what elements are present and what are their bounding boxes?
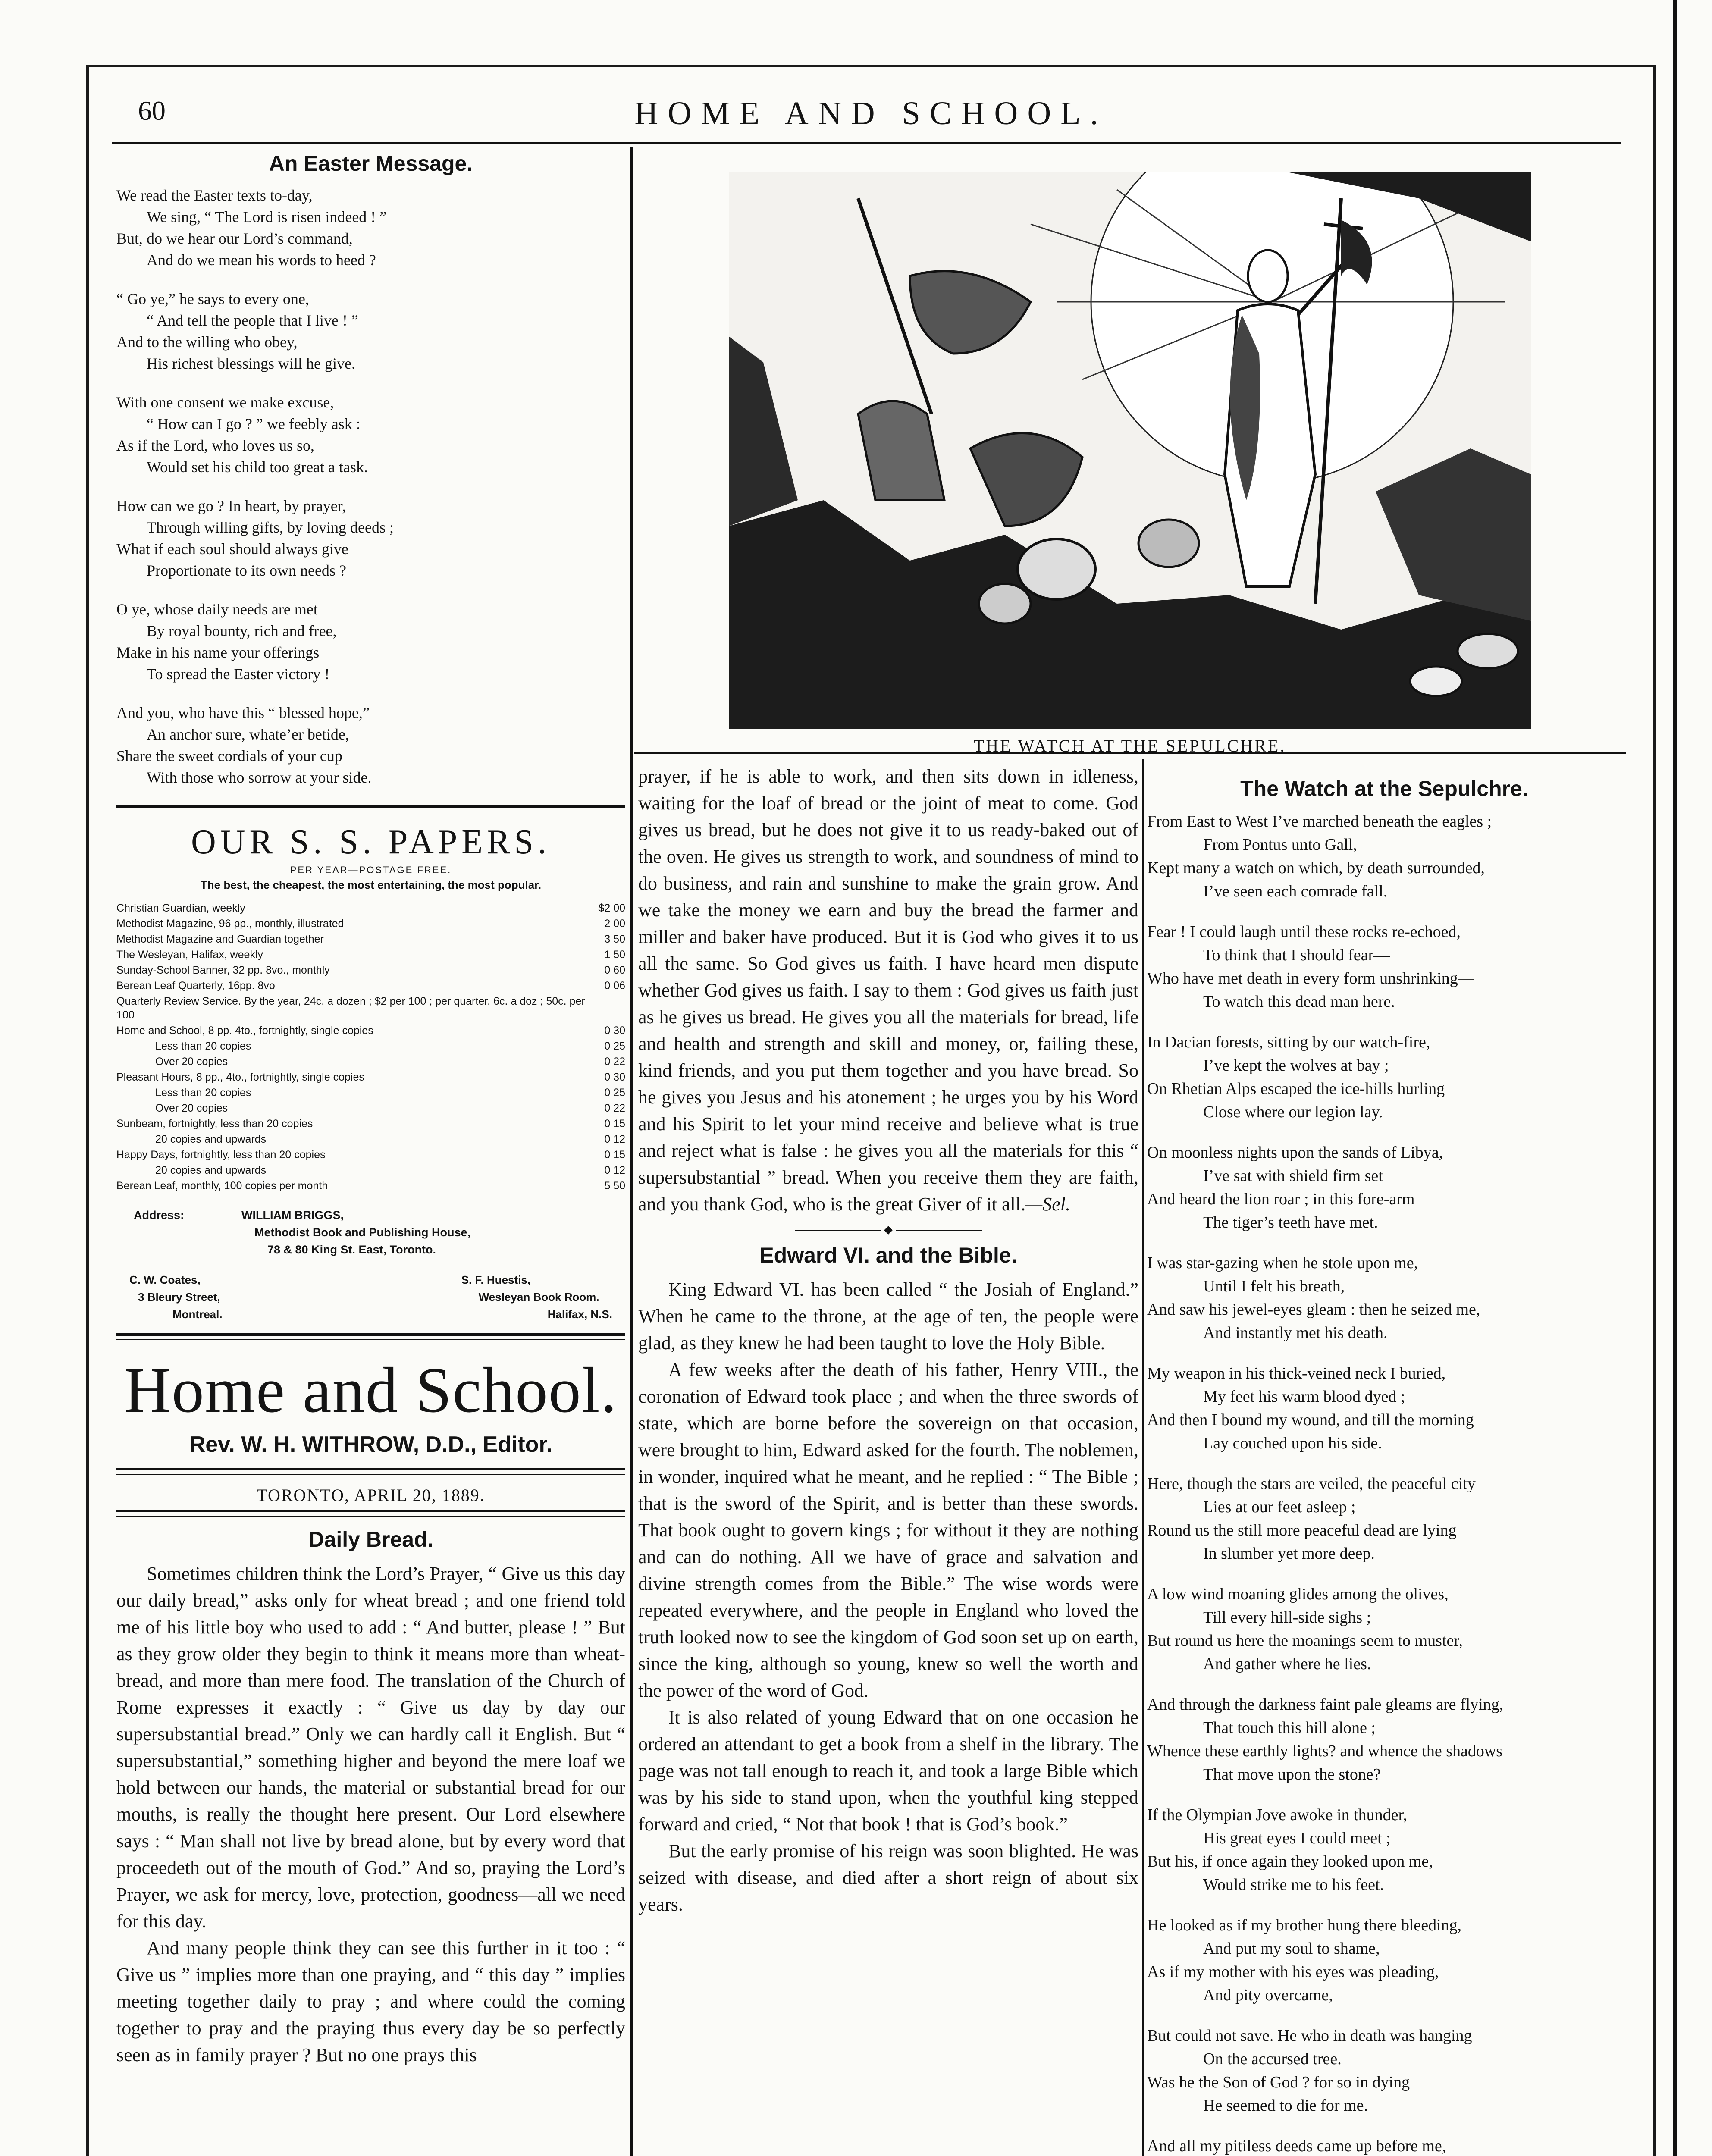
poem-line: “ How can I go ? ” we feebly ask : (147, 415, 361, 432)
poem-line: Whence these earthly lights? and whence the shadows (1147, 1742, 1503, 1760)
resurrection-engraving (729, 172, 1531, 729)
agent-line: S. F. Huestis, (461, 1273, 531, 1286)
separator-ornament (638, 1226, 1138, 1234)
poem-line: What if each soul should always give (116, 540, 348, 558)
price-item: Happy Days, fortnightly, less than 20 copies (116, 1149, 326, 1161)
masthead-title: HOME AND SCHOOL. (634, 95, 1108, 132)
price-item: Christian Guardian, weekly (116, 902, 245, 914)
section-rule (116, 1333, 625, 1340)
price-item: Berean Leaf Quarterly, 16pp. 8vo (116, 980, 275, 992)
bread-article (116, 1561, 625, 2068)
illustration-block (634, 147, 1626, 755)
poem-stanza (1147, 920, 1621, 1013)
edward-paragraph: King Edward VI. has been called “ the Josiah of England.” When he came to the throne, at the age of ten, the people were glad, as they knew he had been taught to love the Holy Bible. (638, 1279, 1138, 1354)
price-value: 0 15 (604, 1149, 625, 1161)
poem-stanza (116, 288, 625, 374)
poem-line: And you, who have this “ blessed hope,” (116, 704, 370, 721)
poem-line: Here, though the stars are veiled, the peaceful city (1147, 1475, 1476, 1493)
edward-paragraph: A few weeks after the death of his father, Henry VIII., the coronation of Edward took place ; and when the three swords of state, which are borne before the sovereign on that occasion, were brought to him, Edward asked for the fourth. The noblemen, in wonder, inquired what he meant, and he replied : “ The Bible ; that is the sword of the Spirit, and is better than these swords. That book ought to govern kings ; for without it they are nothing and can do nothing. All we have of grace and salvation and divine strength comes from the Bible.” The wise words were repeated everywhere, and the people in England who loved the truth looked now to see the kingdom of God soon set up on earth, since the king, although so young, knew so well the worth and the power of the word of God. (638, 1359, 1138, 1701)
poem-line: And instantly met his death. (1203, 1324, 1388, 1342)
papers-subtitle: PER YEAR—POSTAGE FREE. (290, 865, 452, 875)
easter-poem (116, 185, 625, 788)
engraving-image (729, 172, 1531, 729)
price-row (116, 978, 625, 993)
poem-line: From Pontus unto Gall, (1203, 836, 1357, 854)
papers-tagline: The best, the cheapest, the most entertaining, the most popular. (200, 878, 542, 891)
price-item: Berean Leaf, monthly, 100 copies per month (116, 1180, 328, 1192)
poem-line: An anchor sure, whate’er betide, (147, 726, 349, 743)
easter-title: An Easter Message. (269, 151, 473, 175)
agent-line: Halifax, N.S. (547, 1308, 612, 1321)
papers-title: OUR S. S. PAPERS. (191, 823, 551, 861)
price-value: 0 15 (604, 1118, 625, 1130)
price-item: Less than 20 copies (155, 1087, 251, 1099)
poem-stanza (1147, 2134, 1621, 2156)
price-value: 0 12 (604, 1133, 625, 1145)
price-item: Methodist Magazine and Guardian together (116, 933, 324, 945)
poem-line: Until I felt his breath, (1203, 1277, 1345, 1295)
price-item: Over 20 copies (155, 1102, 228, 1114)
poem-line: Round us the still more peaceful dead are lying (1147, 1521, 1457, 1539)
address-line: 78 & 80 King St. East, Toronto. (267, 1243, 436, 1256)
column-rule-left (630, 147, 633, 2156)
price-row (116, 1100, 625, 1116)
poem-stanza (1147, 1251, 1621, 1344)
poem-line: “ Go ye,” he says to every one, (116, 290, 309, 307)
poem-line: And then I bound my wound, and till the morning (1147, 1411, 1474, 1429)
poem-line: And heard the lion roar ; in this fore-arm (1147, 1190, 1415, 1208)
agent-line: C. W. Coates, (129, 1273, 201, 1286)
page-header (121, 86, 1621, 142)
watch-poem (1147, 810, 1621, 2156)
adjacent-page-edge (1673, 0, 1712, 2156)
poem-line: Close where our legion lay. (1203, 1103, 1383, 1121)
paper-name: Home and School. (124, 1354, 618, 1426)
price-row (116, 1147, 625, 1163)
price-value: 0 25 (604, 1087, 625, 1099)
poem-line: Was he the Son of God ? for so in dying (1147, 2073, 1410, 2091)
price-item: Home and School, 8 pp. 4to., fortnightly, single copies (116, 1025, 373, 1037)
price-row (116, 900, 625, 916)
poem-stanza (1147, 2024, 1621, 2117)
poem-line: O ye, whose daily needs are met (116, 601, 318, 618)
address-label: Address: (134, 1209, 185, 1222)
editor-line: Rev. W. H. WITHROW, D.D., Editor. (189, 1432, 553, 1457)
poem-stanza (1147, 1031, 1621, 1124)
agent-montreal (129, 1271, 223, 1323)
poem-line: Lies at our feet asleep ; (1203, 1498, 1356, 1516)
poem-stanza (1147, 1141, 1621, 1234)
poem-line: If the Olympian Jove awoke in thunder, (1147, 1806, 1408, 1824)
poem-line: Would strike me to his feet. (1203, 1876, 1384, 1894)
price-row (116, 1131, 625, 1147)
edward-title: Edward VI. and the Bible. (759, 1243, 1017, 1267)
poem-line: And through the darkness faint pale gleams are flying, (1147, 1695, 1504, 1714)
poem-line: By royal bounty, rich and free, (147, 622, 337, 639)
price-row (116, 947, 625, 962)
poem-line: Who have met death in every form unshrinking— (1147, 969, 1474, 987)
price-item: Methodist Magazine, 96 pp., monthly, illustrated (116, 918, 344, 930)
price-value: 0 60 (604, 964, 625, 976)
price-row (116, 1116, 625, 1131)
price-value: 0 06 (604, 980, 625, 992)
poem-line: And all my pitiless deeds came up before me, (1147, 2137, 1446, 2155)
poem-line: With one consent we make excuse, (116, 394, 334, 411)
poem-line: A low wind moaning glides among the olives, (1147, 1585, 1449, 1603)
poem-line: He seemed to die for me. (1203, 2096, 1368, 2115)
poem-line: But his, if once again they looked upon me, (1147, 1852, 1433, 1871)
poem-stanza (116, 702, 625, 788)
publisher-address (116, 1206, 625, 1258)
section-rule (116, 1510, 625, 1517)
address-line: Methodist Book and Publishing House, (254, 1226, 471, 1239)
price-value: $2 00 (598, 902, 625, 914)
price-value (586, 993, 625, 1023)
poem-stanza (116, 495, 625, 581)
price-item: Sunday-School Banner, 32 pp. 8vo., monthly (116, 964, 330, 976)
poem-line: We read the Easter texts to-day, (116, 187, 313, 204)
poem-line: I was star-gazing when he stole upon me, (1147, 1254, 1418, 1272)
poem-line: Fear ! I could laugh until these rocks re-echoed, (1147, 923, 1461, 941)
price-item: Sunbeam, fortnightly, less than 20 copies (116, 1118, 313, 1130)
poem-line: My weapon in his thick-veined neck I buried, (1147, 1364, 1446, 1382)
price-item: 20 copies and upwards (155, 1133, 267, 1145)
bread-source: —Sel. (1025, 1194, 1071, 1215)
poem-line: I’ve sat with shield firm set (1203, 1167, 1383, 1185)
price-item: Quarterly Review Service. By the year, 24c. a dozen ; $2 per 100 ; per quarter, 6c. a doz ; 50c. per 100 (116, 995, 585, 1021)
poem-line: To spread the Easter victory ! (147, 665, 330, 683)
poem-line: Through willing gifts, by loving deeds ; (147, 519, 394, 536)
poem-line: He looked as if my brother hung there bleeding, (1147, 1916, 1462, 1934)
price-value: 0 22 (604, 1056, 625, 1068)
poem-stanza (1147, 1914, 1621, 2007)
poem-line: And pity overcame, (1203, 1986, 1333, 2004)
poem-line: Proportionate to its own needs ? (147, 562, 346, 579)
bread-paragraph: And many people think they can see this further in it too : “ Give us ” implies more than one praying, and “ this day ” implies meeting together daily to pray ; and where could the coming together to pray and the praying thus every day be so perfectly seen as in family prayer ? But no one prays this (116, 1937, 625, 2065)
agents (116, 1271, 625, 1323)
poem-line: Would set his child too great a task. (147, 458, 368, 476)
poem-stanza (1147, 1362, 1621, 1455)
poem-line: But could not save. He who in death was hanging (1147, 2027, 1472, 2045)
price-row (116, 1178, 625, 1194)
poem-stanza (1147, 810, 1621, 903)
poem-line: That move upon the stone? (1203, 1765, 1381, 1783)
poem-line: And do we mean his words to heed ? (147, 251, 376, 269)
poem-line: That touch this hill alone ; (1203, 1719, 1376, 1737)
poem-line: To watch this dead man here. (1203, 993, 1395, 1011)
price-item: Over 20 copies (155, 1056, 228, 1068)
price-value: 5 50 (604, 1180, 625, 1192)
poem-line: And put my soul to shame, (1203, 1940, 1380, 1958)
column-right (1147, 772, 1621, 2156)
price-row (116, 1085, 625, 1100)
poem-stanza (1147, 1472, 1621, 1565)
poem-line: And to the willing who obey, (116, 333, 298, 351)
price-row (116, 916, 625, 931)
poem-line: The tiger’s teeth have met. (1203, 1213, 1378, 1232)
poem-line: To think that I should fear— (1203, 946, 1390, 964)
price-row (116, 1038, 625, 1054)
poem-line: His richest blessings will he give. (147, 355, 355, 372)
price-item: The Wesleyan, Halifax, weekly (116, 949, 263, 961)
poem-line: We sing, “ The Lord is risen indeed ! ” (147, 208, 387, 226)
poem-line: Kept many a watch on which, by death surrounded, (1147, 859, 1485, 877)
watch-title: The Watch at the Sepulchre. (1240, 777, 1528, 801)
price-value: 0 22 (604, 1102, 625, 1114)
poem-line: And gather where he lies. (1203, 1655, 1371, 1673)
agent-line: Wesleyan Book Room. (478, 1291, 599, 1304)
edward-paragraph: But the early promise of his reign was soon blighted. He was seized with disease, and died after a short reign of about six years. (638, 1840, 1138, 1915)
poem-stanza (1147, 1803, 1621, 1896)
address-line: WILLIAM BRIGGS, (241, 1209, 344, 1222)
poem-stanza (1147, 1583, 1621, 1676)
poem-line: Lay couched upon his side. (1203, 1434, 1382, 1452)
poem-line: Share the sweet cordials of your cup (116, 747, 342, 765)
section-rule (116, 805, 625, 812)
illustration-rule (634, 752, 1626, 754)
price-row (116, 931, 625, 947)
price-row (116, 1163, 625, 1178)
price-value: 2 00 (604, 918, 625, 930)
price-value: 0 30 (604, 1071, 625, 1083)
price-value: 0 30 (604, 1025, 625, 1037)
poem-stanza (116, 599, 625, 685)
price-item: Pleasant Hours, 8 pp., 4to., fortnightly, single copies (116, 1071, 364, 1083)
poem-stanza (1147, 1693, 1621, 1786)
agent-halifax (461, 1271, 612, 1323)
poem-line: I’ve kept the wolves at bay ; (1203, 1056, 1389, 1075)
edward-article (638, 1276, 1138, 1918)
agent-line: Montreal. (172, 1308, 223, 1321)
poem-line: As if my mother with his eyes was pleading, (1147, 1963, 1439, 1981)
poem-line: And saw his jewel-eyes gleam : then he seized me, (1147, 1300, 1480, 1319)
price-table (116, 900, 625, 1194)
price-value: 1 50 (604, 949, 625, 961)
poem-line: But, do we hear our Lord’s command, (116, 230, 353, 247)
poem-stanza (116, 392, 625, 478)
poem-line: But round us here the moanings seem to muster, (1147, 1632, 1463, 1650)
column-middle (638, 763, 1138, 1918)
poem-line: “ And tell the people that I live ! ” (147, 312, 358, 329)
poem-line: I’ve seen each comrade fall. (1203, 882, 1388, 900)
page-number: 60 (138, 95, 166, 126)
column-rule-right (1142, 759, 1144, 2156)
column-left (116, 147, 625, 2068)
price-item: 20 copies and upwards (155, 1164, 267, 1176)
dateline: TORONTO, APRIL 20, 1889. (257, 1485, 485, 1505)
poem-line: Make in his name your offerings (116, 644, 320, 661)
price-item: Less than 20 copies (155, 1040, 251, 1052)
poem-line: My feet his warm blood dyed ; (1203, 1388, 1405, 1406)
poem-line: As if the Lord, who loves us so, (116, 437, 314, 454)
price-value: 0 25 (604, 1040, 625, 1052)
poem-line: On moonless nights upon the sands of Libya, (1147, 1144, 1443, 1162)
poem-line: How can we go ? In heart, by prayer, (116, 497, 346, 514)
poem-line: In slumber yet more deep. (1203, 1545, 1375, 1563)
poem-stanza (116, 185, 625, 271)
bread-continuation-text: prayer, if he is able to work, and then sits down in idleness, waiting for the loaf of bread or the joint of meat to come. God gives us bread, but he does not give it to us ready-baked out of the oven. He gives us strength to work, and soundness of mind to do business, and rain and sunshine to make the grain grow. And we take the money we earn and buy the bread the farmer and miller and baker have produced. But it is God who gives it to us all the same. So God gives us faith. I have heard men dispute whether God gives us faith. I say to them : God gives us faith just as he gives us bread. He gives you all the materials for bread, life and health and strength and skill and money, or, failing these, kind friends, and you put them together and you have bread. So he gives you Jesus and his atonement ; he urges you by his Word and his Spirit to let your mind receive and believe what is true and reject what is false : he gives you all the materials for this “ supersubstantial ” bread. When you receive them they are faith, and you thank God, who is the great Giver of it all.—Sel. (638, 766, 1138, 1215)
edward-paragraph: It is also related of young Edward that on one occasion he ordered an attendant to get a book from a shelf in the library. The page was not tall enough to reach it, and took a large Bible which was by his side to stand upon, when the youthful king stepped forward and cried, “ Not that book ! that is God’s book.” (638, 1707, 1138, 1835)
bread-continuation (638, 763, 1138, 1218)
bread-title: Daily Bread. (308, 1527, 433, 1551)
section-rule (116, 1468, 625, 1475)
price-row (116, 1054, 625, 1069)
header-rule (112, 142, 1621, 144)
price-row (116, 1069, 625, 1085)
poem-line: On Rhetian Alps escaped the ice-hills hurling (1147, 1080, 1445, 1098)
agent-line: 3 Bleury Street, (138, 1291, 220, 1304)
price-row (116, 993, 625, 1023)
poem-line: On the accursed tree. (1203, 2050, 1342, 2068)
price-value: 3 50 (604, 933, 625, 945)
price-value: 0 12 (604, 1164, 625, 1176)
poem-line: His great eyes I could meet ; (1203, 1829, 1391, 1847)
poem-line: Till every hill-side sighs ; (1203, 1608, 1371, 1626)
poem-line: With those who sorrow at your side. (147, 769, 372, 786)
price-row (116, 962, 625, 978)
figure-caption: THE WATCH AT THE SEPULCHRE. (973, 736, 1286, 755)
poem-line: From East to West I’ve marched beneath the eagles ; (1147, 812, 1492, 830)
price-row (116, 1023, 625, 1038)
poem-line: In Dacian forests, sitting by our watch-fire, (1147, 1033, 1430, 1051)
bread-paragraph: Sometimes children think the Lord’s Prayer, “ Give us this day our daily bread,” asks only for wheat bread ; and one friend told me of his little boy who used to add : “ And butter, please ! ” But as they grow older they begin to think it means more than wheat-bread, and more than mere food. The translation of the Church of Rome expresses it exactly : “ Give us day by day our supersubstantial bread.” Only we can hardly call it English. But “ supersubstantial,” something higher and beyond the mere loaf we hold between our hands, the material or substantial bread for our mouths, is really the thought here present. Our Lord elsewhere says : “ Man shall not live by bread alone, but by every word that proceedeth out of the mouth of God.” And so, praying the Lord’s Prayer, we ask for mercy, love, protection, goodness—all we need for this day. (116, 1563, 625, 1932)
